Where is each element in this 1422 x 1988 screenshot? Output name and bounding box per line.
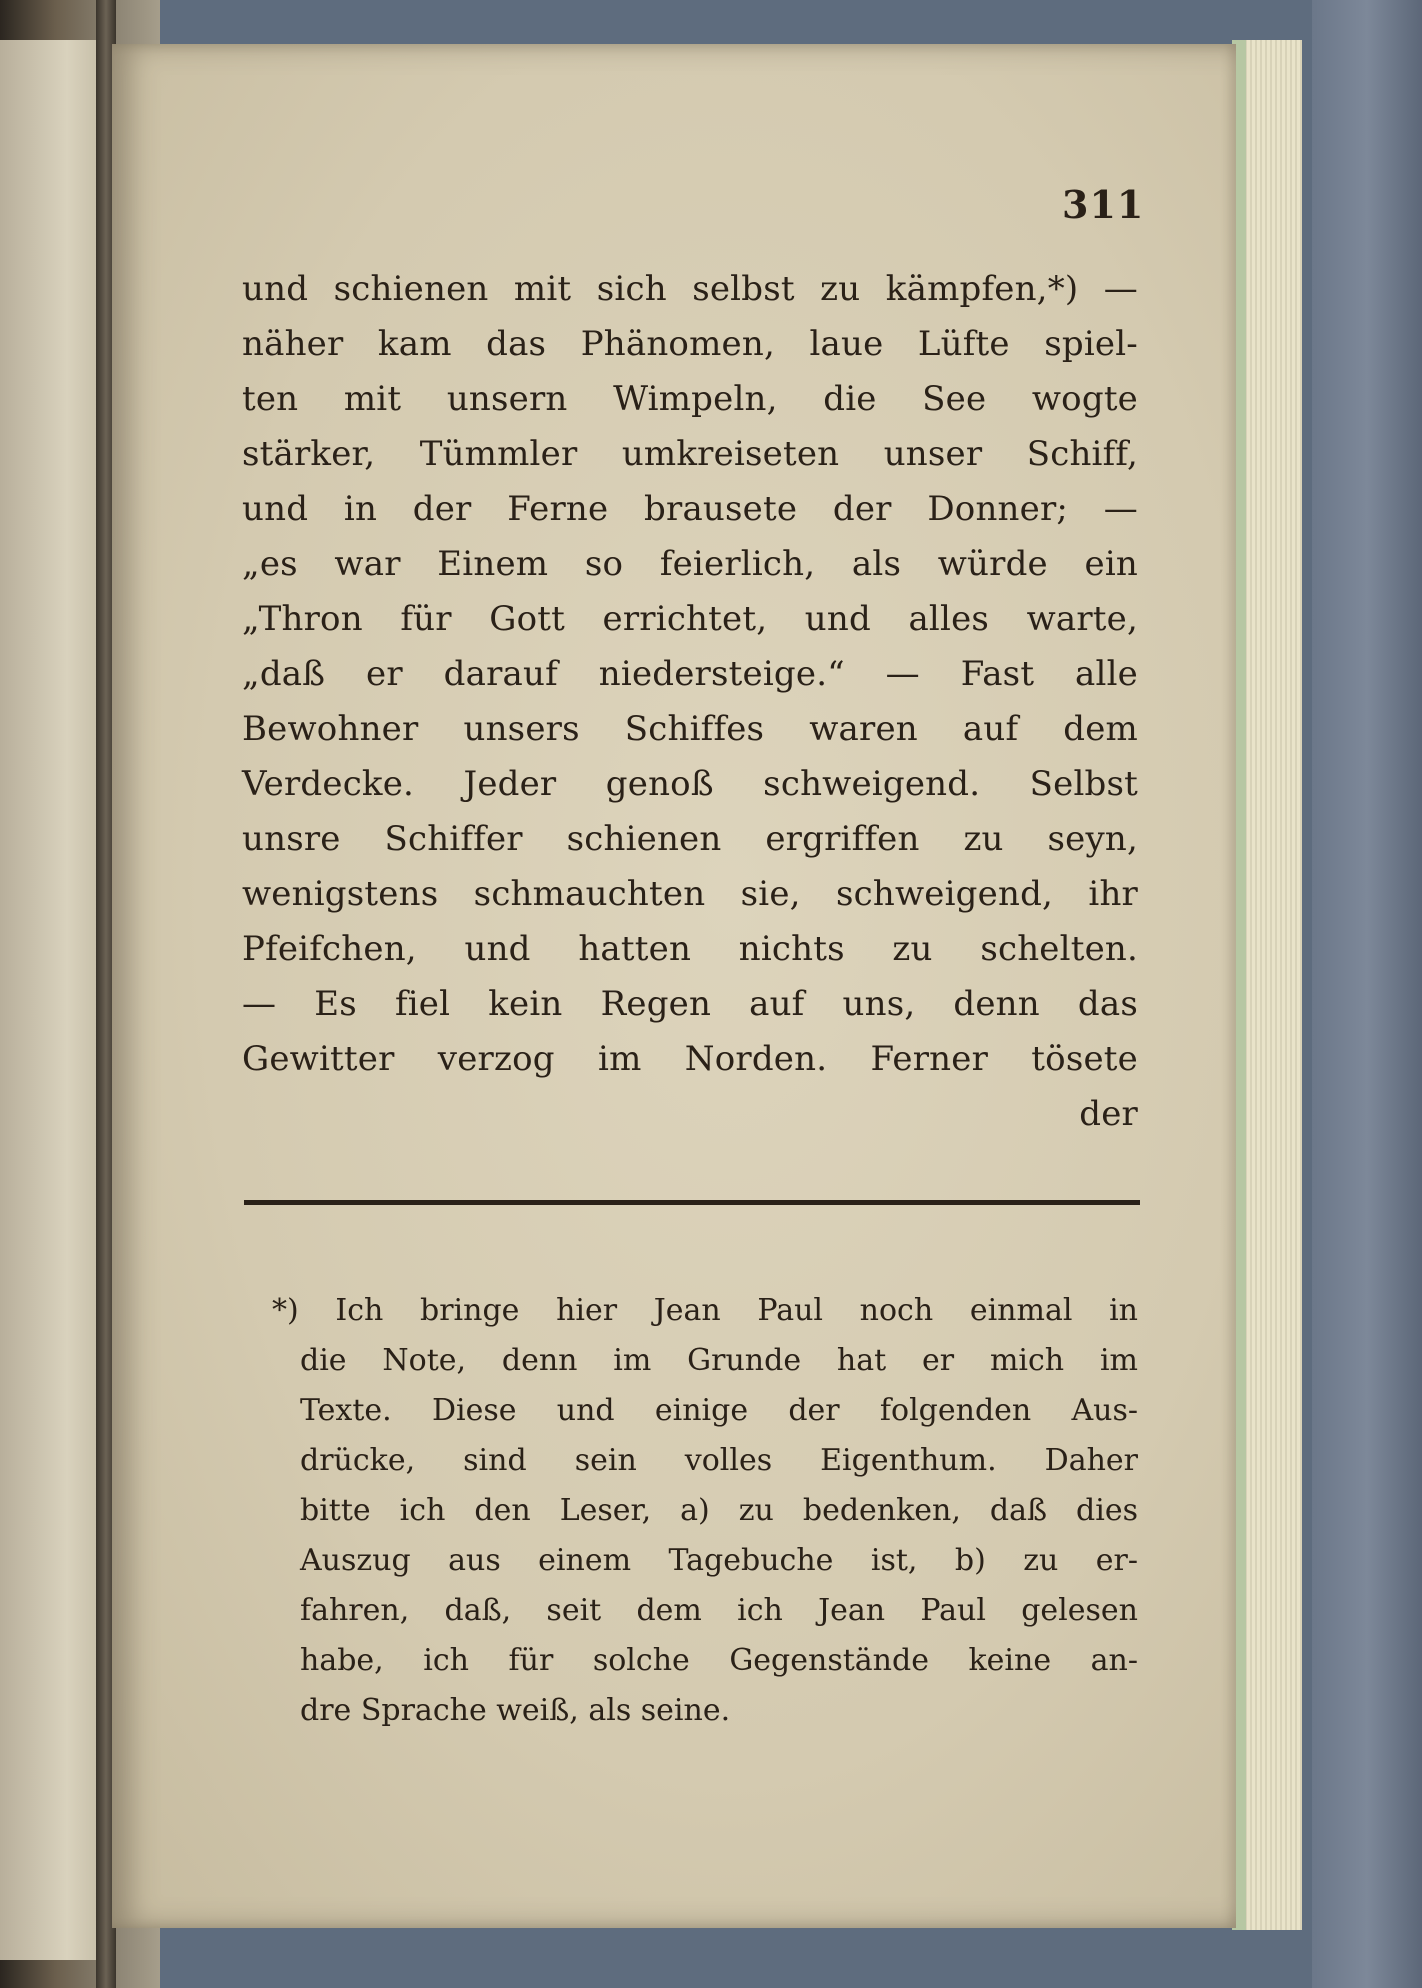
- body-line: ten mit unsern Wimpeln, die See wogte: [242, 379, 1138, 419]
- body-line: Gewitter verzog im Norden. Ferner tösete: [242, 1039, 1138, 1079]
- footnote-line: *) Ich bringe hier Jean Paul noch einmal in: [272, 1293, 1138, 1328]
- catchword: der: [1079, 1094, 1138, 1134]
- right-cover: [1312, 0, 1422, 1988]
- body-line: Bewohner unsers Schiffes waren auf dem: [242, 709, 1138, 749]
- body-line: näher kam das Phänomen, laue Lüfte spiel-: [242, 324, 1138, 364]
- page-edges: [1232, 40, 1302, 1930]
- footnote-line: bitte ich den Leser, a) zu bedenken, daß dies: [300, 1493, 1138, 1528]
- footnote-line: Texte. Diese und einige der folgenden Aus-: [300, 1393, 1138, 1428]
- body-line: wenigstens schmauchten sie, schweigend, ihr: [242, 874, 1138, 914]
- body-line: unsre Schiffer schienen ergriffen zu seyn,: [242, 819, 1138, 859]
- body-line: „Thron für Gott errichtet, und alles warte,: [242, 599, 1138, 639]
- book-page: [112, 44, 1236, 1928]
- footnote-line: habe, ich für solche Gegenstände keine an-: [300, 1643, 1138, 1678]
- footnote: [242, 1286, 1138, 1736]
- footnote-line: drücke, sind sein volles Eigenthum. Daher: [300, 1443, 1138, 1478]
- left-page-edge: [0, 40, 96, 1960]
- body-line: „es war Einem so feierlich, als würde ein: [242, 544, 1138, 584]
- body-line: Pfeifchen, und hatten nichts zu schelten.: [242, 929, 1138, 969]
- footnote-line: Auszug aus einem Tagebuche ist, b) zu er-: [300, 1543, 1138, 1578]
- page-number: 311: [1062, 182, 1145, 227]
- body-line: — Es fiel kein Regen auf uns, denn das: [242, 984, 1138, 1024]
- body-line: stärker, Tümmler umkreiseten unser Schiff,: [242, 434, 1138, 474]
- body-line: und schienen mit sich selbst zu kämpfen,*) —: [242, 269, 1138, 309]
- footnote-line: dre Sprache weiß, als seine.: [300, 1693, 731, 1728]
- body-text: [242, 262, 1138, 1142]
- body-line: und in der Ferne brausete der Donner; —: [242, 489, 1138, 529]
- footnote-line: fahren, daß, seit dem ich Jean Paul gelesen: [300, 1593, 1138, 1628]
- footnote-rule: [244, 1200, 1140, 1205]
- footnote-line: die Note, denn im Grunde hat er mich im: [300, 1343, 1138, 1378]
- body-line: „daß er darauf niedersteige.“ — Fast alle: [242, 654, 1138, 694]
- body-line: Verdecke. Jeder genoß schweigend. Selbst: [242, 764, 1138, 804]
